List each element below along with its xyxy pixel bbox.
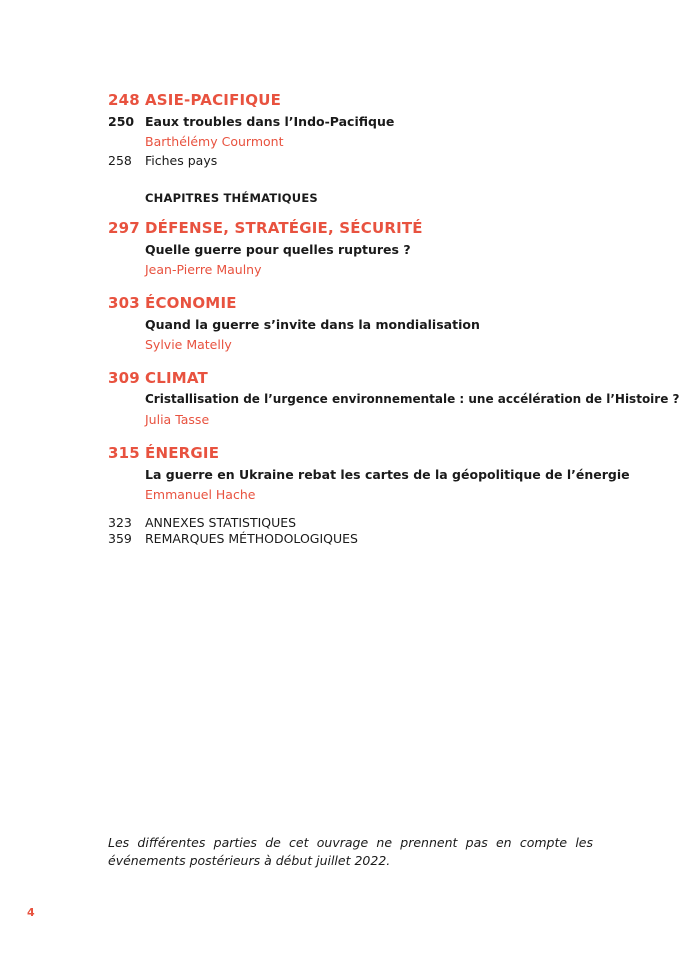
section-number-economie: 303 — [108, 294, 140, 312]
entry-title-remarques[interactable]: REMARQUES MÉTHODOLOGIQUES — [145, 531, 358, 546]
article-title-defense[interactable]: Quelle guerre pour quelles ruptures ? — [145, 242, 411, 257]
footnote: Les différentes parties de cet ouvrage ne prennent pas en compte les événements postérieurs à début juillet 2022. — [108, 835, 593, 868]
section-number-defense: 297 — [108, 219, 140, 237]
section-number-energie: 315 — [108, 444, 140, 462]
entry-page-250: 250 — [108, 114, 135, 129]
section-number-climat: 309 — [108, 369, 140, 387]
entry-page-258: 258 — [108, 153, 132, 168]
section-title-climat: CLIMAT — [145, 369, 208, 387]
entry-page-359: 359 — [108, 531, 132, 546]
entry-page-323: 323 — [108, 515, 132, 530]
section-number-asie: 248 — [108, 91, 140, 109]
entry-title-indo-pacifique[interactable]: Eaux troubles dans l’Indo-Pacifique — [145, 114, 395, 129]
section-title-energie: ÉNERGIE — [145, 444, 220, 462]
page-number: 4 — [27, 906, 35, 919]
section-title-asie: ASIE-PACIFIQUE — [145, 91, 282, 109]
section-title-economie: ÉCONOMIE — [145, 294, 237, 312]
chapters-heading: CHAPITRES THÉMATIQUES — [145, 191, 318, 205]
article-title-climat[interactable]: Cristallisation de l’urgence environnementale : une accélération de l’Histoire ? — [145, 392, 680, 406]
entry-author-courmont: Barthélémy Courmont — [145, 134, 284, 149]
article-title-energie[interactable]: La guerre en Ukraine rebat les cartes de la géopolitique de l’énergie — [145, 467, 630, 482]
entry-title-fiches-pays[interactable]: Fiches pays — [145, 153, 218, 168]
section-title-defense: DÉFENSE, STRATÉGIE, SÉCURITÉ — [145, 219, 423, 237]
entry-title-annexes[interactable]: ANNEXES STATISTIQUES — [145, 515, 297, 530]
article-title-economie[interactable]: Quand la guerre s’invite dans la mondialisation — [145, 317, 480, 332]
article-author-tasse: Julia Tasse — [145, 412, 210, 427]
article-author-maulny: Jean-Pierre Maulny — [145, 262, 262, 277]
article-author-hache: Emmanuel Hache — [145, 487, 256, 502]
article-author-matelly: Sylvie Matelly — [145, 337, 232, 352]
